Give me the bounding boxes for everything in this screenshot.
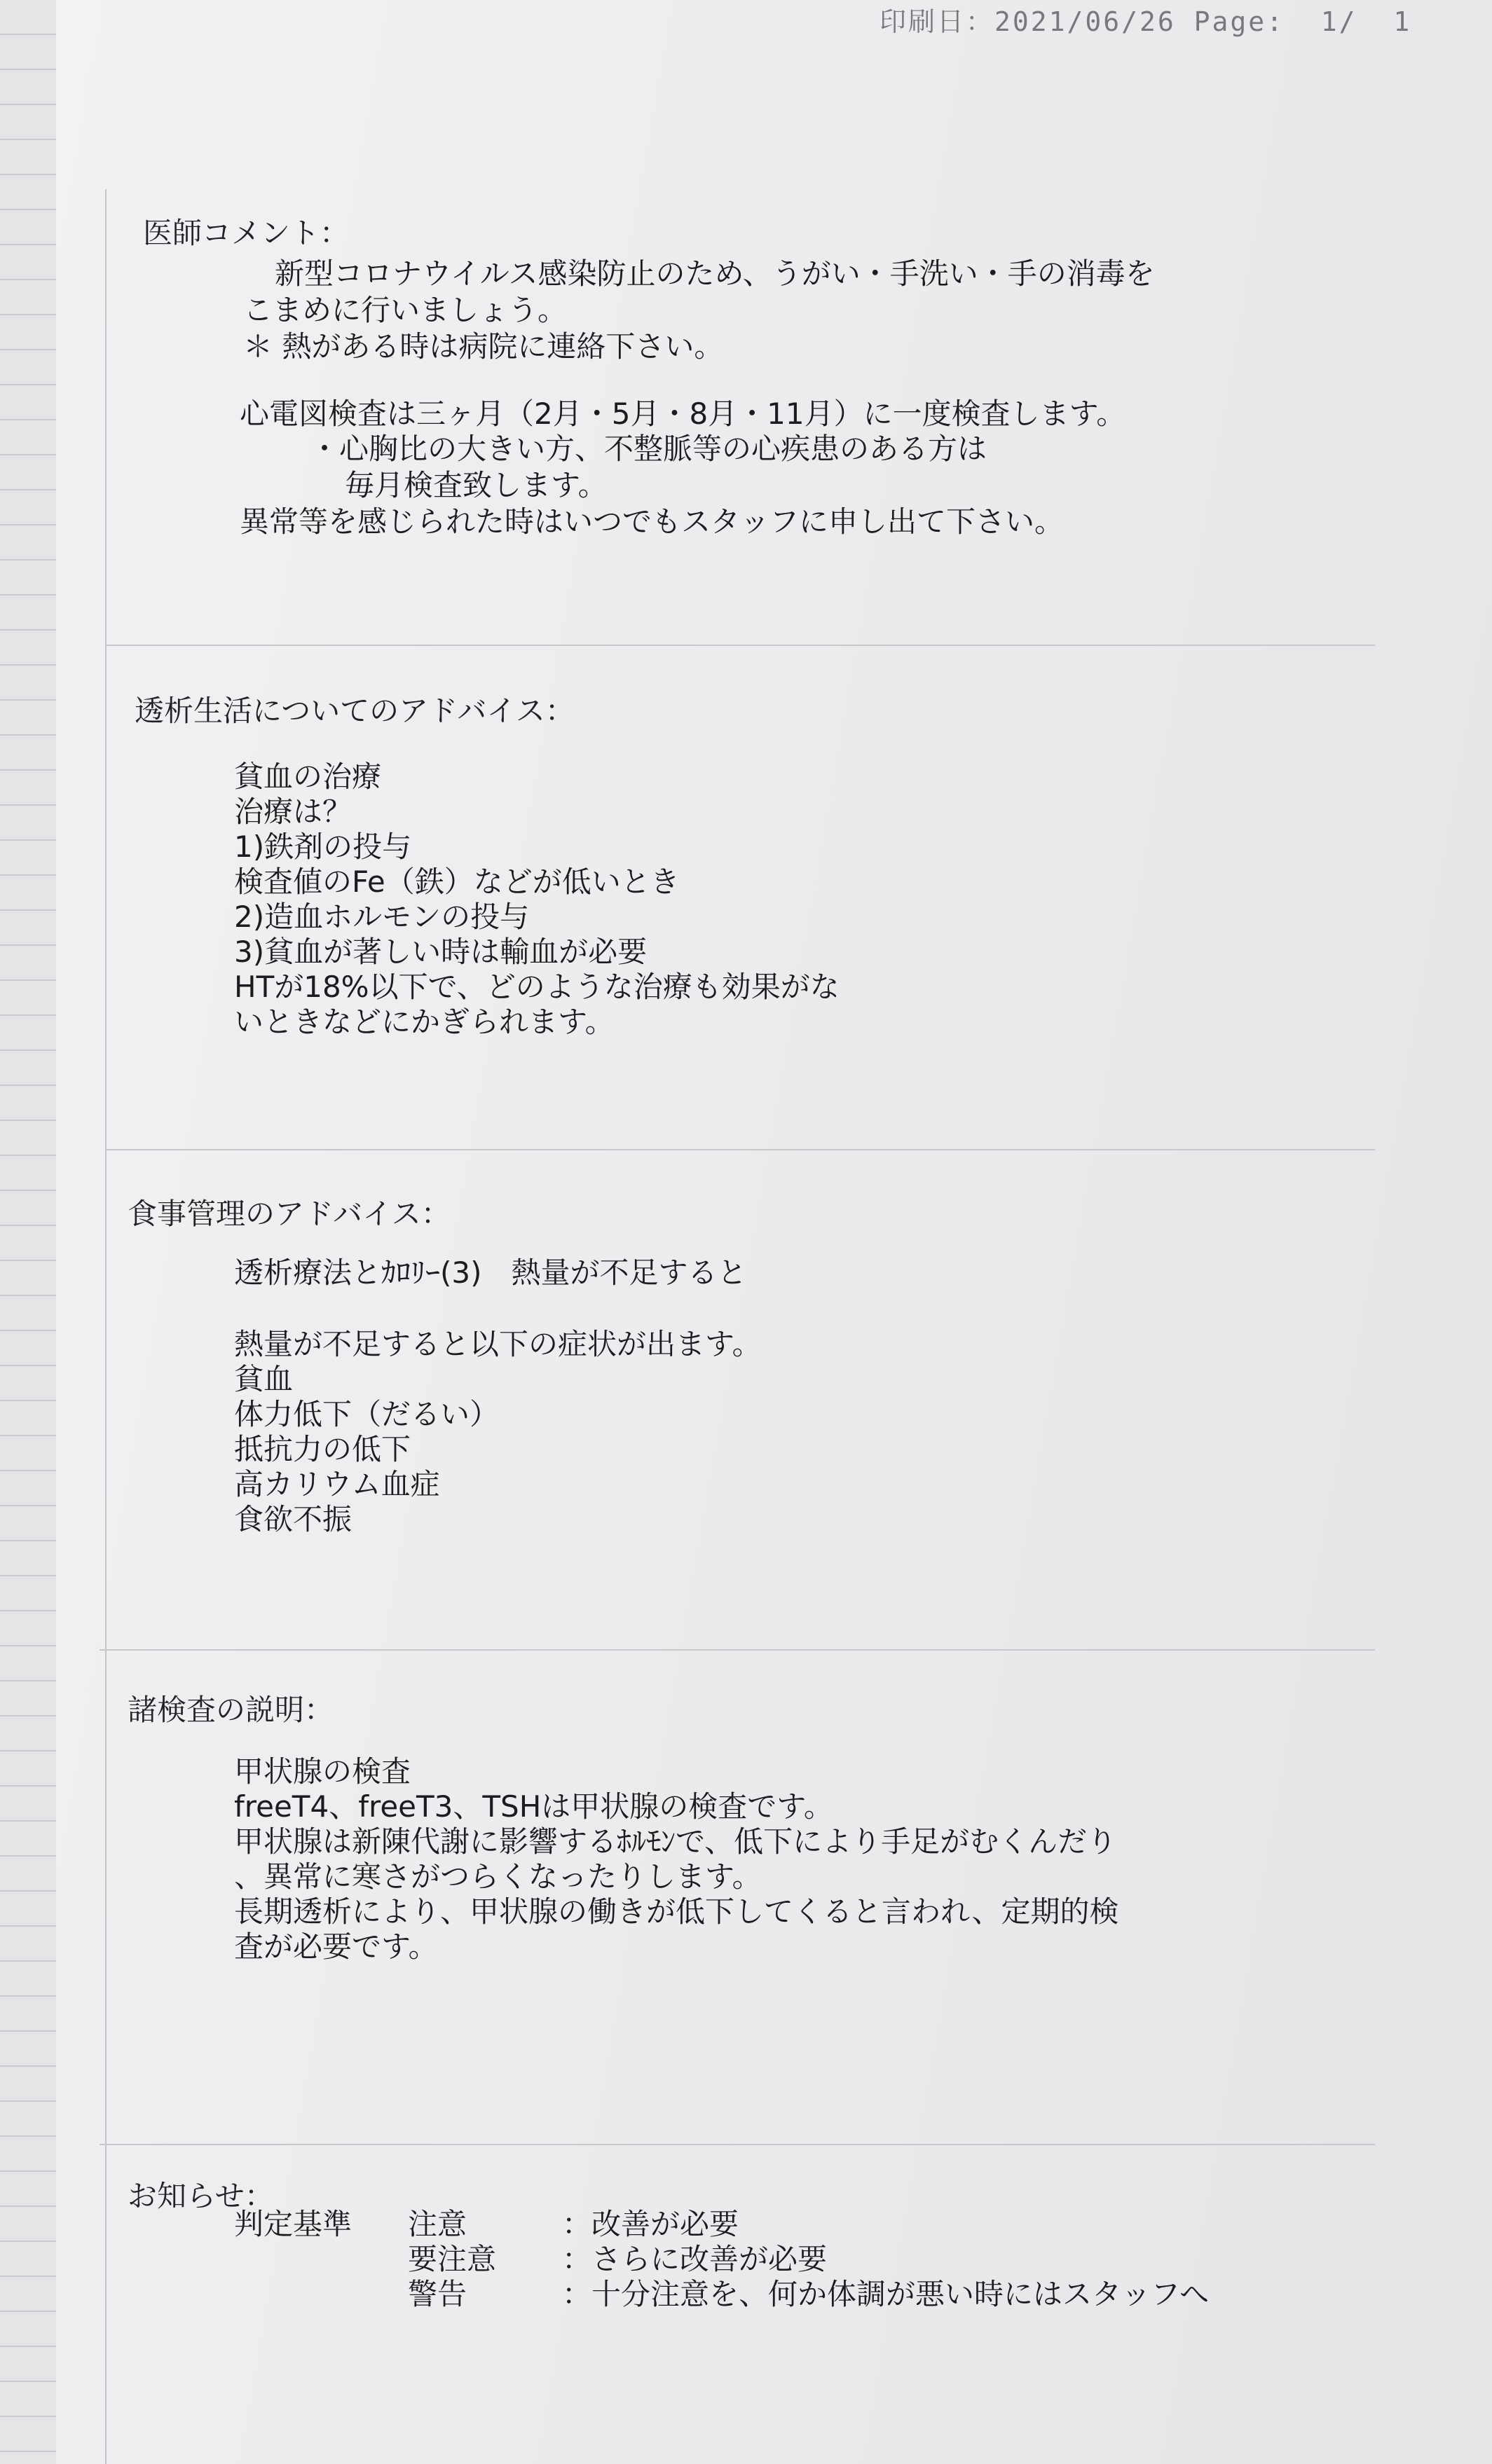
advice-line: 検査値のFe（鉄）などが低いとき xyxy=(234,865,680,899)
comment-line: 異常等を感じられた時はいつでもスタッフに申し出て下さい。 xyxy=(240,504,1065,539)
doctor-comment-title: 医師コメント： xyxy=(143,216,350,250)
comment-line: 新型コロナウイルス感染防止のため、うがい・手洗い・手の消毒を xyxy=(275,256,1155,291)
diet-advice-section xyxy=(100,1150,1375,1651)
notice-desc: ：さらに改善が必要 xyxy=(562,2242,828,2276)
advice-line: いときなどにかぎられます。 xyxy=(234,1005,615,1039)
diet-line: 食欲不振 xyxy=(234,1502,353,1536)
tests-line: freeT4、freeT3、TSHは甲状腺の検査です。 xyxy=(234,1789,833,1824)
diet-line: 体力低下（だるい） xyxy=(234,1397,500,1431)
tests-line: 長期透析により、甲状腺の働きが低下してくると言われ、定期的検 xyxy=(234,1894,1119,1929)
tests-line: 甲状腺は新陳代謝に影響するﾎﾙﾓﾝで、低下により手足がむくんだり xyxy=(234,1824,1117,1859)
tests-explanation-section xyxy=(100,1651,1375,2145)
print-date-header: 印刷日：2021/06/26 Page: 1/ 1 xyxy=(880,6,1412,37)
doctor-comment-section xyxy=(107,189,1375,646)
tests-line: 、異常に寒さがつらくなったりします。 xyxy=(234,1859,762,1894)
notice-level: 注意 xyxy=(408,2207,467,2241)
advice-line: 2)造血ホルモンの投与 xyxy=(234,900,530,934)
advice-line: 3)貧血が著しい時は輸血が必要 xyxy=(234,935,648,969)
comment-line: ・心胸比の大きい方、不整脈等の心疾患のある方は xyxy=(310,432,987,466)
advice-line: 貧血の治療 xyxy=(234,759,382,794)
comment-line: こまめに行いましょう。 xyxy=(243,293,568,327)
diet-line: 透析療法とｶﾛﾘｰ(3) 熱量が不足すると xyxy=(234,1255,747,1290)
diet-line: 熱量が不足すると以下の症状が出ます。 xyxy=(234,1327,762,1361)
diet-line: 抵抗力の低下 xyxy=(234,1432,411,1466)
report-body xyxy=(105,189,1459,2464)
diet-advice-title: 食事管理のアドバイス： xyxy=(128,1197,451,1231)
criteria-label: 判定基準 xyxy=(234,2207,353,2241)
comment-line: 心電図検査は三ヶ月（2月・5月・8月・11月）に一度検査します。 xyxy=(240,397,1126,431)
advice-line: HTが18%以下で、どのような治療も効果がな xyxy=(234,970,840,1004)
comment-line: 毎月検査致します。 xyxy=(345,468,608,502)
advice-line: 1)鉄剤の投与 xyxy=(234,830,412,864)
notice-title: お知らせ： xyxy=(128,2179,274,2213)
dialysis-advice-title: 透析生活についてのアドバイス： xyxy=(135,694,575,728)
notice-level: 警告 xyxy=(408,2277,467,2311)
notice-section xyxy=(100,2145,1375,2453)
comment-line: ＊ 熱がある時は病院に連絡下さい。 xyxy=(243,329,724,364)
tests-line: 査が必要です。 xyxy=(234,1929,438,1964)
tests-line: 甲状腺の検査 xyxy=(234,1754,411,1789)
notice-desc: ：改善が必要 xyxy=(562,2207,739,2241)
diet-line: 貧血 xyxy=(234,1362,294,1396)
advice-line: 治療は？ xyxy=(234,794,353,829)
notice-desc: ：十分注意を、何か体調が悪い時にはスタッフへ xyxy=(562,2277,1210,2311)
dialysis-advice-section xyxy=(107,646,1375,1150)
notice-level: 要注意 xyxy=(408,2242,497,2276)
printed-sheet xyxy=(56,0,1492,2464)
tests-explanation-title: 諸検査の説明： xyxy=(128,1693,334,1727)
diet-line: 高カリウム血症 xyxy=(234,1467,440,1501)
